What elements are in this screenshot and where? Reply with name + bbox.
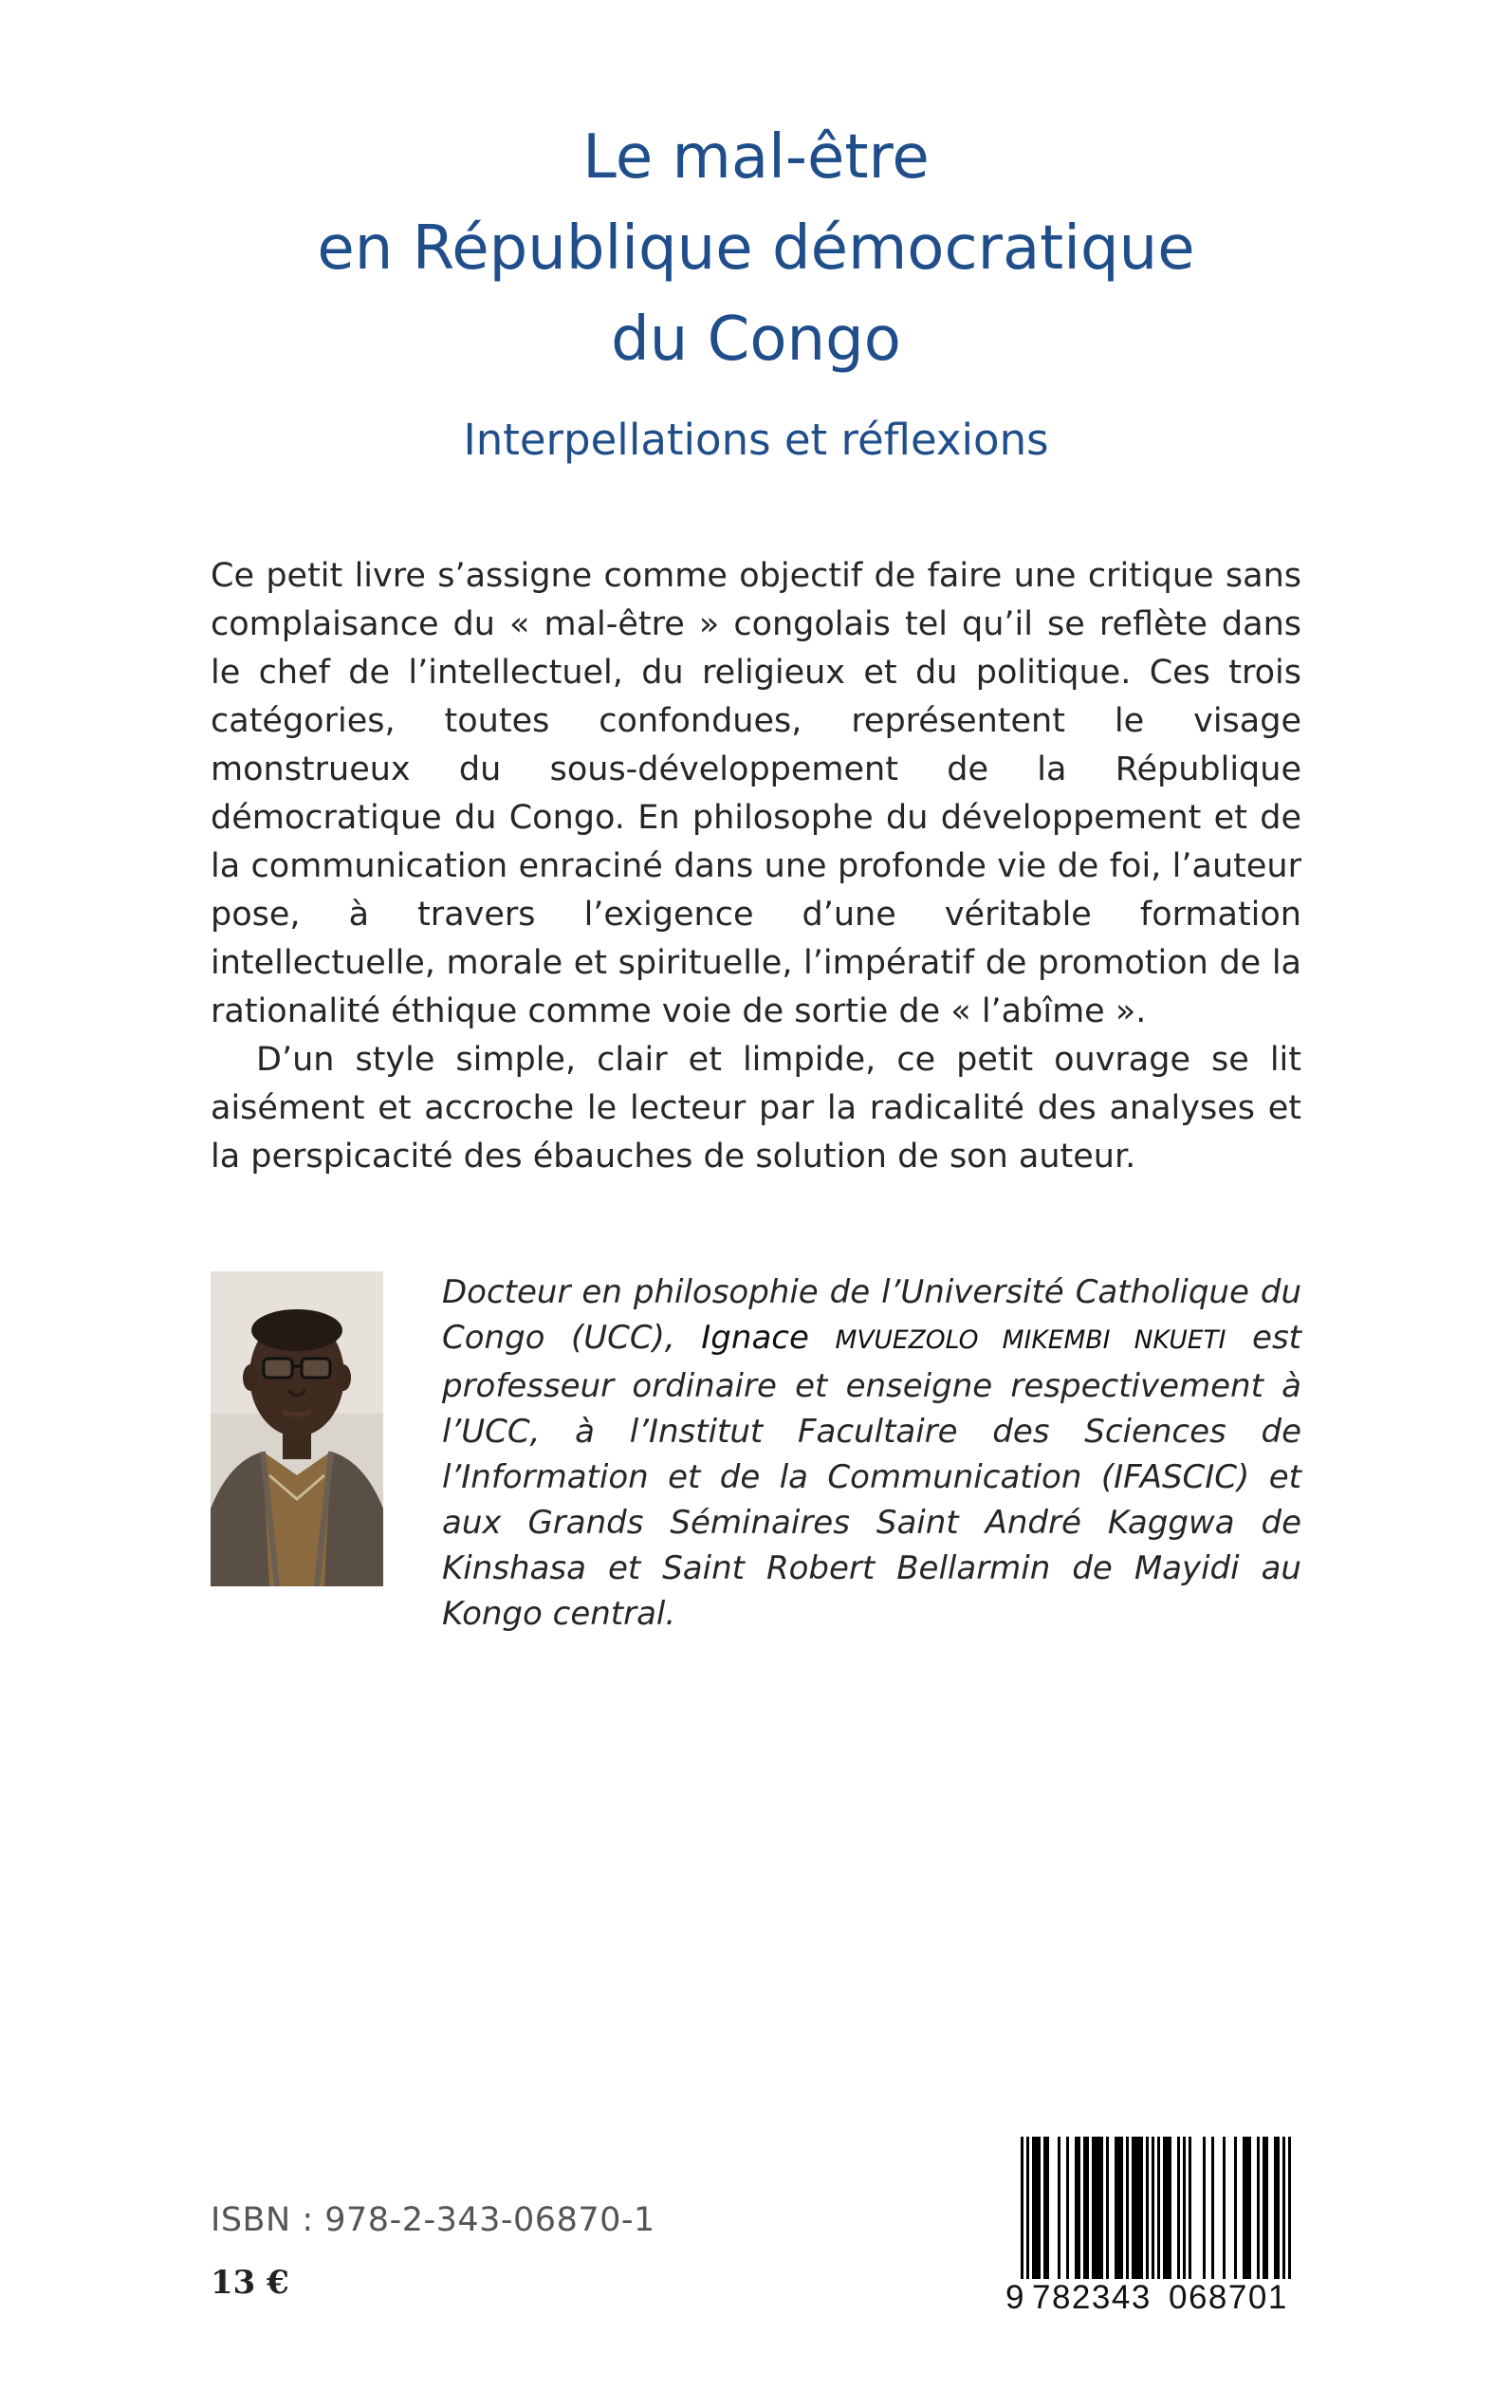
barcode-bar <box>1137 2137 1140 2279</box>
barcode-bar <box>1248 2137 1251 2279</box>
barcode-bar <box>1083 2137 1086 2279</box>
barcode-bar <box>1140 2137 1143 2279</box>
title-block <box>0 112 1512 469</box>
barcode-bar <box>1086 2137 1089 2279</box>
barcode-bar <box>1120 2137 1123 2279</box>
author-photo <box>211 1271 383 1586</box>
barcode-bar <box>1166 2137 1169 2279</box>
author-bio <box>442 1269 1301 1637</box>
barcode-bar <box>1046 2137 1049 2279</box>
barcode-bar <box>1274 2137 1277 2279</box>
barcode-bar <box>1263 2137 1265 2279</box>
price: 13 € <box>211 2264 289 2302</box>
barcode-bar <box>1257 2137 1260 2279</box>
barcode-bar <box>1026 2137 1029 2279</box>
barcode-bar <box>1078 2137 1080 2279</box>
barcode-bar <box>1183 2137 1186 2279</box>
author-surname-3-text: NKUETI <box>1134 1325 1226 1355</box>
barcode-bar <box>1177 2137 1180 2279</box>
barcode-bar <box>1043 2137 1046 2279</box>
barcode-bars <box>1007 2137 1303 2279</box>
barcode-bar <box>1223 2137 1226 2279</box>
barcode-bar <box>1211 2137 1214 2279</box>
barcode-bar <box>1288 2137 1291 2279</box>
barcode-bar <box>1163 2137 1166 2279</box>
barcode-bar <box>1157 2137 1160 2279</box>
isbn: ISBN : 978-2-343-06870-1 <box>211 2201 655 2239</box>
barcode-bar <box>1189 2137 1191 2279</box>
barcode-digit-group-1: 782343 <box>1032 2279 1152 2316</box>
barcode-bar <box>1152 2137 1154 2279</box>
book-title-line-3: du Congo <box>611 305 901 375</box>
author-surname-2 <box>1003 1319 1134 1357</box>
barcode-bar <box>1203 2137 1206 2279</box>
barcode-bar <box>1245 2137 1248 2279</box>
author-surname-2-text: MIKEMBI <box>1002 1325 1134 1355</box>
author-first-name: Ignace <box>701 1319 836 1357</box>
blurb-paragraph-2: D’un style simple, clair et limpide, ce petit ouvrage se lit aisément et accroche le lecteur par la radicalité des analyses et la perspicacité des ébauches de solution de son auteur. <box>211 1041 1301 1176</box>
barcode-bar <box>1282 2137 1285 2279</box>
barcode-bar <box>1066 2137 1069 2279</box>
barcode-bar <box>1021 2137 1023 2279</box>
book-title-line-1: Le mal-être <box>582 122 930 193</box>
barcode-bar <box>1277 2137 1280 2279</box>
barcode-bar <box>1265 2137 1268 2279</box>
barcode-bar <box>1095 2137 1097 2279</box>
author-name <box>701 1319 1226 1357</box>
barcode-bar <box>1097 2137 1100 2279</box>
author-bio-rest: est professeur ordinaire et enseigne respectivement à l’UCC, à l’Institut Facultaire des Sciences de l’Information et de la Communication (IFASCIC) et aux Grands Séminaires Saint André Kaggwa de Kinshasa et Saint Robert Bellarmin de Mayidi au Kongo central. <box>442 1319 1302 1633</box>
barcode-bar <box>1100 2137 1103 2279</box>
barcode-bar <box>1132 2137 1134 2279</box>
barcode-bar <box>1038 2137 1041 2279</box>
barcode-bar <box>1115 2137 1117 2279</box>
blurb-paragraph-1: Ce petit livre s’assigne comme objectif de faire une critique sans complaisance du « mal-être » congolais tel qu’il se reflète dans le chef de l’intellectuel, du religieux et du politique. Ces trois catégories, toutes confondues, représentent le visage monstrueux du sous-développement de la République démocratique du Congo. En philosophe du développement et de la communication enraciné dans une profonde vie de foi, l’auteur pose, à travers l’exigence d’une véritable formation intellectuelle, morale et spirituelle, l’impératif de promotion de la rationalité éthique comme voie de sortie de « l’abîme ». <box>211 557 1301 1030</box>
barcode-bar <box>1134 2137 1137 2279</box>
barcode <box>1007 2137 1303 2323</box>
book-title-line-2: en République démocratique <box>317 213 1195 284</box>
book-blurb <box>211 552 1301 1181</box>
barcode-bar <box>1243 2137 1245 2279</box>
barcode-bar <box>1106 2137 1109 2279</box>
barcode-lead-digit: 9 <box>1005 2279 1025 2316</box>
barcode-bar <box>1058 2137 1060 2279</box>
barcode-bar <box>1234 2137 1237 2279</box>
author-surname-1 <box>835 1319 1002 1357</box>
barcode-bar <box>1075 2137 1078 2279</box>
barcode-bar <box>1035 2137 1038 2279</box>
barcode-bar <box>1032 2137 1035 2279</box>
barcode-digit-group-2: 068701 <box>1169 2279 1288 2316</box>
book-subtitle: Interpellations et réflexions <box>463 415 1049 465</box>
author-surname-3 <box>1134 1319 1226 1357</box>
barcode-bar <box>1117 2137 1120 2279</box>
author-surname-1-text: MVUEZOLO <box>835 1325 1003 1355</box>
barcode-bar <box>1169 2137 1171 2279</box>
barcode-bar <box>1146 2137 1149 2279</box>
barcode-digits <box>1007 2279 1303 2323</box>
barcode-bar <box>1126 2137 1129 2279</box>
barcode-bar <box>1092 2137 1095 2279</box>
author-bio-intro: Docteur en philosophie de l’Université Catholique du Congo (UCC), <box>442 1273 1301 1357</box>
